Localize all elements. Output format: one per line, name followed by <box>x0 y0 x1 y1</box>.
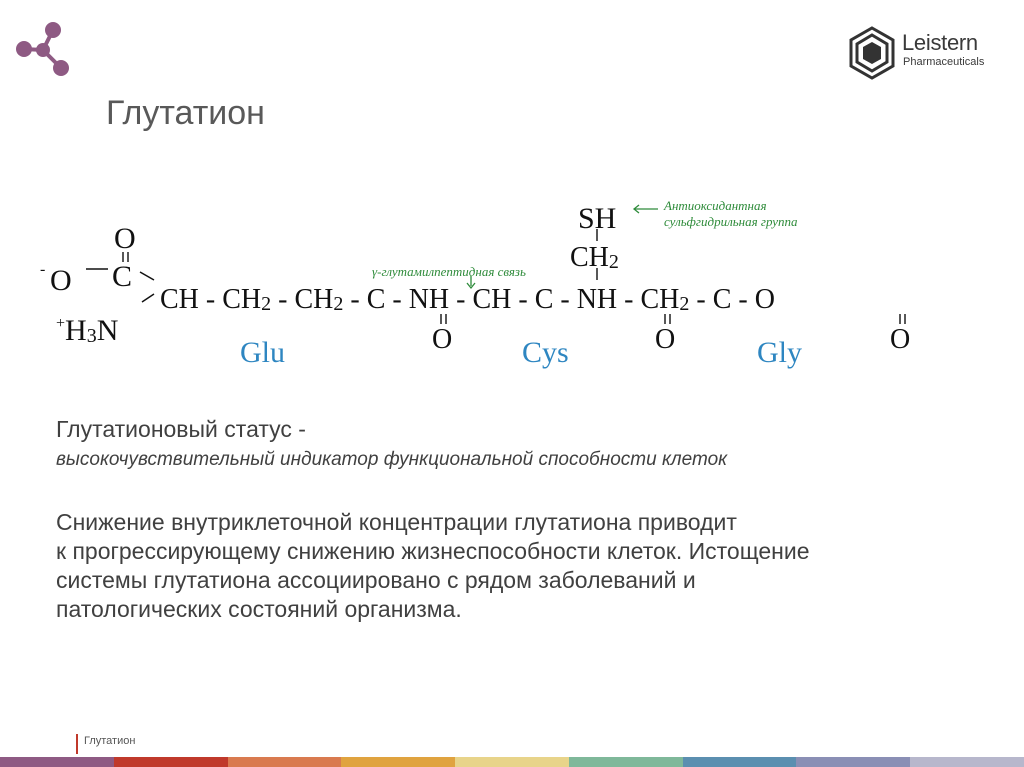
carbonyl-o-top: O <box>114 222 136 255</box>
main-chain: CH - CH2 - CH2 - C - NH - CH - C - NH - CH2 - C - O <box>160 284 775 315</box>
gamma-bond-note: γ-глутамилпептидная связь <box>372 264 526 279</box>
thiol-group: SH <box>578 202 617 235</box>
footer-color-segment <box>114 757 228 767</box>
body-line: системы глутатиона ассоциировано с рядом заболеваний и <box>56 567 696 593</box>
hexagon-logo-icon <box>848 26 896 80</box>
footer-color-segment <box>796 757 910 767</box>
footer-color-bar <box>0 757 1024 767</box>
body-line: к прогрессирующему снижению жизнеспособности клеток. Истощение <box>56 538 810 564</box>
footer-color-segment <box>910 757 1024 767</box>
molecule-logo-icon <box>14 20 74 82</box>
single-bond <box>86 266 110 272</box>
footer-color-segment <box>0 757 114 767</box>
side-methylene: CH2 <box>570 242 619 273</box>
residue-glu: Glu <box>240 336 285 369</box>
alpha-carbon: C <box>112 260 133 293</box>
footer-color-segment <box>683 757 797 767</box>
carbonyl-o-2: O <box>655 324 676 355</box>
brand-name: Leistern <box>902 30 978 55</box>
carbonyl-o-3: O <box>890 324 911 355</box>
residue-cys: Cys <box>522 336 569 369</box>
footer-color-segment <box>455 757 569 767</box>
antioxidant-note: Антиоксидантная сульфгидрильная группа <box>664 198 798 230</box>
residue-gly: Gly <box>757 336 802 369</box>
brand-subtitle: Pharmaceuticals <box>903 56 985 68</box>
carbonyl-o-1: O <box>432 324 453 355</box>
footer-color-segment <box>341 757 455 767</box>
footer-color-segment <box>228 757 342 767</box>
arrow-down-icon <box>464 276 478 290</box>
double-bond-tick <box>436 314 452 324</box>
brand-logo <box>848 26 1018 82</box>
double-bond-tick <box>660 314 676 324</box>
ammonium-group: +H3N <box>56 314 119 347</box>
footer-marker <box>76 734 78 754</box>
double-bond-tick <box>895 314 911 324</box>
carboxylate-o: O <box>50 264 72 297</box>
body-line: Снижение внутриклеточной концентрации глутатиона приводит <box>56 509 737 535</box>
footer-color-segment <box>569 757 683 767</box>
status-description: высокочувствительный индикатор функциональной способности клеток <box>56 449 728 470</box>
body-line: патологических состояний организма. <box>56 596 462 622</box>
arrow-left-icon <box>632 203 660 215</box>
footer-label: Глутатион <box>84 735 136 747</box>
side-bond <box>594 229 600 241</box>
status-heading: Глутатионовый статус - <box>56 416 306 442</box>
o-charge: - <box>40 261 46 278</box>
side-bond <box>594 268 600 280</box>
body-paragraph <box>56 508 996 624</box>
slide-title: Глутатион <box>106 94 265 132</box>
